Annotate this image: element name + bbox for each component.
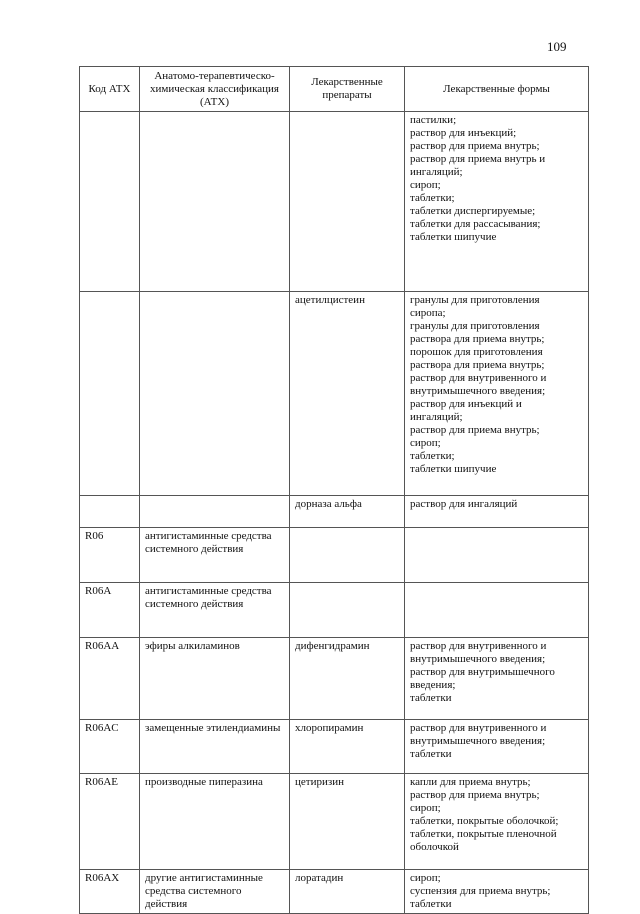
table-row [80, 774, 589, 870]
form-line: раствор для внутривенного и [410, 640, 547, 652]
form-line: ингаляций; [410, 411, 463, 423]
page-number: 109 [547, 39, 567, 54]
form-line: сироп; [410, 437, 441, 449]
form-line: раствор для ингаляций [410, 498, 518, 510]
cell-drug [290, 528, 405, 583]
form-line: раствор для внутривенного и [410, 372, 547, 384]
form-line: раствор для внутримышечного [410, 666, 555, 678]
table-row [80, 720, 589, 774]
table-header-row [80, 67, 589, 112]
form-line: гранулы для приготовления [410, 320, 540, 332]
cell-code: R06AC [80, 720, 140, 774]
form-line: внутримышечного введения; [410, 653, 546, 665]
form-line: таблетки [410, 692, 452, 704]
cell-forms [405, 496, 589, 528]
cell-code: R06AX [80, 870, 140, 914]
header-drugs: Лекарственные препараты [290, 67, 405, 112]
cell-code [80, 112, 140, 292]
form-line: раствор для инъекций и [410, 398, 522, 410]
cell-drug: дорназа альфа [290, 496, 405, 528]
cell-code: R06 [80, 528, 140, 583]
cell-forms [405, 528, 589, 583]
form-line: таблетки шипучие [410, 463, 497, 475]
cell-drug [290, 583, 405, 638]
form-line: таблетки [410, 748, 452, 760]
cell-classification: производные пиперазина [140, 774, 290, 870]
cell-classification [140, 112, 290, 292]
cell-drug: ацетилцистеин [290, 292, 405, 496]
form-line: таблетки, покрытые оболочкой; [410, 815, 559, 827]
cell-classification [140, 292, 290, 496]
form-line: суспензия для приема внутрь; [410, 885, 551, 897]
table-body [80, 112, 589, 914]
form-line: таблетки; [410, 192, 455, 204]
table-row [80, 292, 589, 496]
cell-code [80, 496, 140, 528]
header-atx-code: Код АТХ [80, 67, 140, 112]
form-line: таблетки; [410, 450, 455, 462]
form-line: сироп; [410, 872, 441, 884]
table-row [80, 528, 589, 583]
cell-drug [290, 112, 405, 292]
cell-code: R06A [80, 583, 140, 638]
cell-code [80, 292, 140, 496]
cell-classification: эфиры алкиламинов [140, 638, 290, 720]
cell-drug: дифенгидрамин [290, 638, 405, 720]
table-row [80, 496, 589, 528]
form-line: раствор для внутривенного и [410, 722, 547, 734]
cell-classification [140, 496, 290, 528]
cell-drug: лоратадин [290, 870, 405, 914]
form-line: внутримышечного введения; [410, 735, 546, 747]
header-atx-classification: Анатомо-терапевтическо-химическая классификация (АТХ) [140, 67, 290, 112]
form-line: раствор для приема внутрь; [410, 140, 540, 152]
form-line: капли для приема внутрь; [410, 776, 531, 788]
cell-code: R06AE [80, 774, 140, 870]
cell-forms [405, 720, 589, 774]
cell-drug: цетиризин [290, 774, 405, 870]
form-line: раствор для приема внутрь; [410, 789, 540, 801]
form-line: внутримышечного введения; [410, 385, 546, 397]
cell-forms [405, 638, 589, 720]
cell-forms [405, 112, 589, 292]
table-row [80, 638, 589, 720]
form-line: сиропа; [410, 307, 446, 319]
form-line: таблетки [410, 898, 452, 910]
cell-forms [405, 583, 589, 638]
cell-classification: другие антигистаминные средства системного действия [140, 870, 290, 914]
cell-forms [405, 774, 589, 870]
cell-forms [405, 292, 589, 496]
cell-code: R06AA [80, 638, 140, 720]
cell-classification: антигистаминные средства системного действия [140, 583, 290, 638]
form-line: таблетки шипучие [410, 231, 497, 243]
form-line: раствора для приема внутрь; [410, 359, 545, 371]
cell-forms [405, 870, 589, 914]
form-line: гранулы для приготовления [410, 294, 540, 306]
form-line: раствора для приема внутрь; [410, 333, 545, 345]
table-row [80, 112, 589, 292]
cell-classification: антигистаминные средства системного действия [140, 528, 290, 583]
form-line: сироп; [410, 802, 441, 814]
form-line: пастилки; [410, 114, 457, 126]
form-line: раствор для приема внутрь; [410, 424, 540, 436]
form-line: таблетки, покрытые пленочной [410, 828, 557, 840]
table-row [80, 870, 589, 914]
form-line: раствор для инъекций; [410, 127, 517, 139]
form-line: порошок для приготовления [410, 346, 543, 358]
table-row [80, 583, 589, 638]
form-line: ингаляций; [410, 166, 463, 178]
cell-drug: хлоропирамин [290, 720, 405, 774]
atx-table [79, 66, 589, 914]
form-line: сироп; [410, 179, 441, 191]
header-dosage-forms: Лекарственные формы [405, 67, 589, 112]
form-line: таблетки диспергируемые; [410, 205, 536, 217]
form-line: оболочкой [410, 841, 459, 853]
cell-classification: замещенные этилендиамины [140, 720, 290, 774]
form-line: введения; [410, 679, 456, 691]
form-line: раствор для приема внутрь и [410, 153, 546, 165]
form-line: таблетки для рассасывания; [410, 218, 541, 230]
